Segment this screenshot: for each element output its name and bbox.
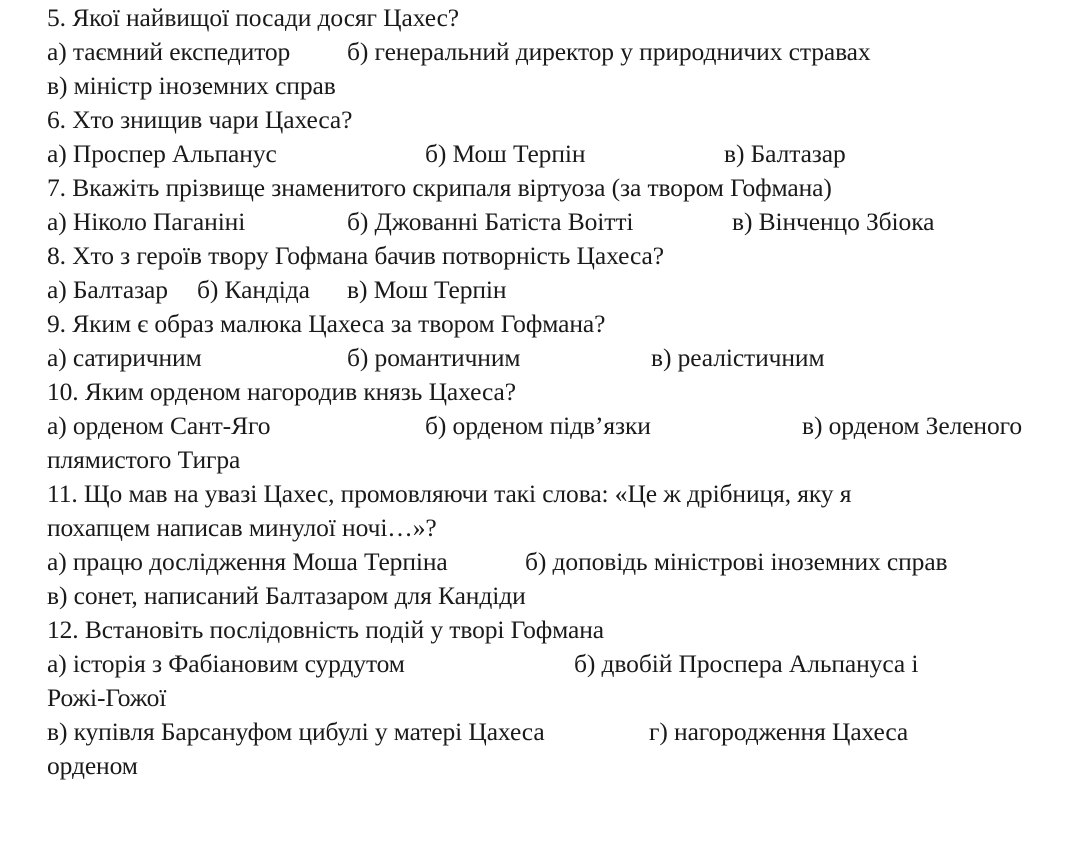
question-text: 5. Якої найвищої посади досяг Цахес? [47,3,460,32]
answer-line [47,581,526,611]
answer-option-b: б) Мош Терпін [425,139,586,168]
question-11-continued [47,513,437,543]
question-8 [47,241,664,271]
answer-option-c: в) реалістичним [651,343,825,372]
answer-option-c: в) сонет, написаний Балтазаром для Кандіди [47,581,526,610]
question-10 [47,377,516,407]
answer-line [47,71,336,101]
answer-line-continued [47,751,138,781]
answer-option-a: а) сатиричним [47,343,202,372]
answer-line-continued [47,683,166,713]
question-text: 11. Що мав на увазі Цахес, промовляючи такі слова: «Це ж дрібниця, яку я [47,479,852,508]
question-text: 12. Встановіть послідовність подій у творі Гофмана [47,615,604,644]
answer-line [47,411,1022,441]
question-9 [47,309,605,339]
question-5 [47,3,459,33]
question-text: 9. Яким є образ малюка Цахеса за твором Гофмана? [47,309,606,338]
answer-option-c: в) Мош Терпін [347,275,507,304]
answer-line [47,547,948,577]
answer-option-c: в) орденом Зеленого [802,411,1022,440]
answer-line [47,717,909,747]
answer-option-b: б) орденом підв’язки [425,411,651,440]
answer-option-c: в) Балтазар [724,139,846,168]
answer-option-a: а) Ніколо Паганіні [47,207,246,236]
answer-line [47,649,919,679]
answer-option-a: а) Проспер Альпанус [47,139,277,168]
answer-line [47,275,507,305]
answer-option-a: а) Балтазар [47,275,168,304]
answer-option-b: б) доповідь міністрові іноземних справ [525,547,948,576]
answer-line [47,37,871,67]
answer-option-b: б) романтичним [347,343,521,372]
question-7 [47,173,832,203]
answer-option-c: в) купівля Барсануфом цибулі у матері Цахеса [47,717,545,746]
answer-option-b: б) двобій Проспера Альпануса і [574,649,919,678]
answer-line [47,139,846,169]
answer-option-b: б) Джованні Батіста Воітті [347,207,634,236]
answer-option-c: в) Вінченцо Збіока [732,207,935,236]
answer-line [47,343,825,373]
answer-line [47,207,935,237]
answer-option-d: г) нагородження Цахеса [649,717,909,746]
question-11 [47,479,851,509]
answer-line-continued [47,445,240,475]
question-text: 10. Яким орденом нагородив князь Цахеса? [47,377,516,406]
answer-option-b: б) Кандіда [197,275,310,304]
answer-option-a: а) працю дослідження Моша Терпіна [47,547,448,576]
question-text: 8. Хто з героїв твору Гофмана бачив потворність Цахеса? [47,241,664,270]
question-text: 6. Хто знищив чари Цахеса? [47,105,353,134]
answer-option-c-continued: плямистого Тигра [47,445,241,474]
answer-option-a: а) орденом Сант-Яго [47,411,271,440]
answer-option-d-continued: орденом [47,751,138,780]
answer-option-a: а) таємний експедитор [47,37,291,66]
answer-option-b: б) генеральний директор у природничих стравах [347,37,871,66]
answer-option-a: а) історія з Фабіановим сурдутом [47,649,405,678]
answer-option-c: в) міністр іноземних справ [47,71,336,100]
question-text: 7. Вкажіть прізвище знаменитого скрипаля віртуоза (за твором Гофмана) [47,173,832,202]
question-12 [47,615,604,645]
answer-option-b-continued: Рожі-Гожої [47,683,167,712]
question-text-continued: похапцем написав минулої ночі…»? [47,513,437,542]
question-6 [47,105,352,135]
